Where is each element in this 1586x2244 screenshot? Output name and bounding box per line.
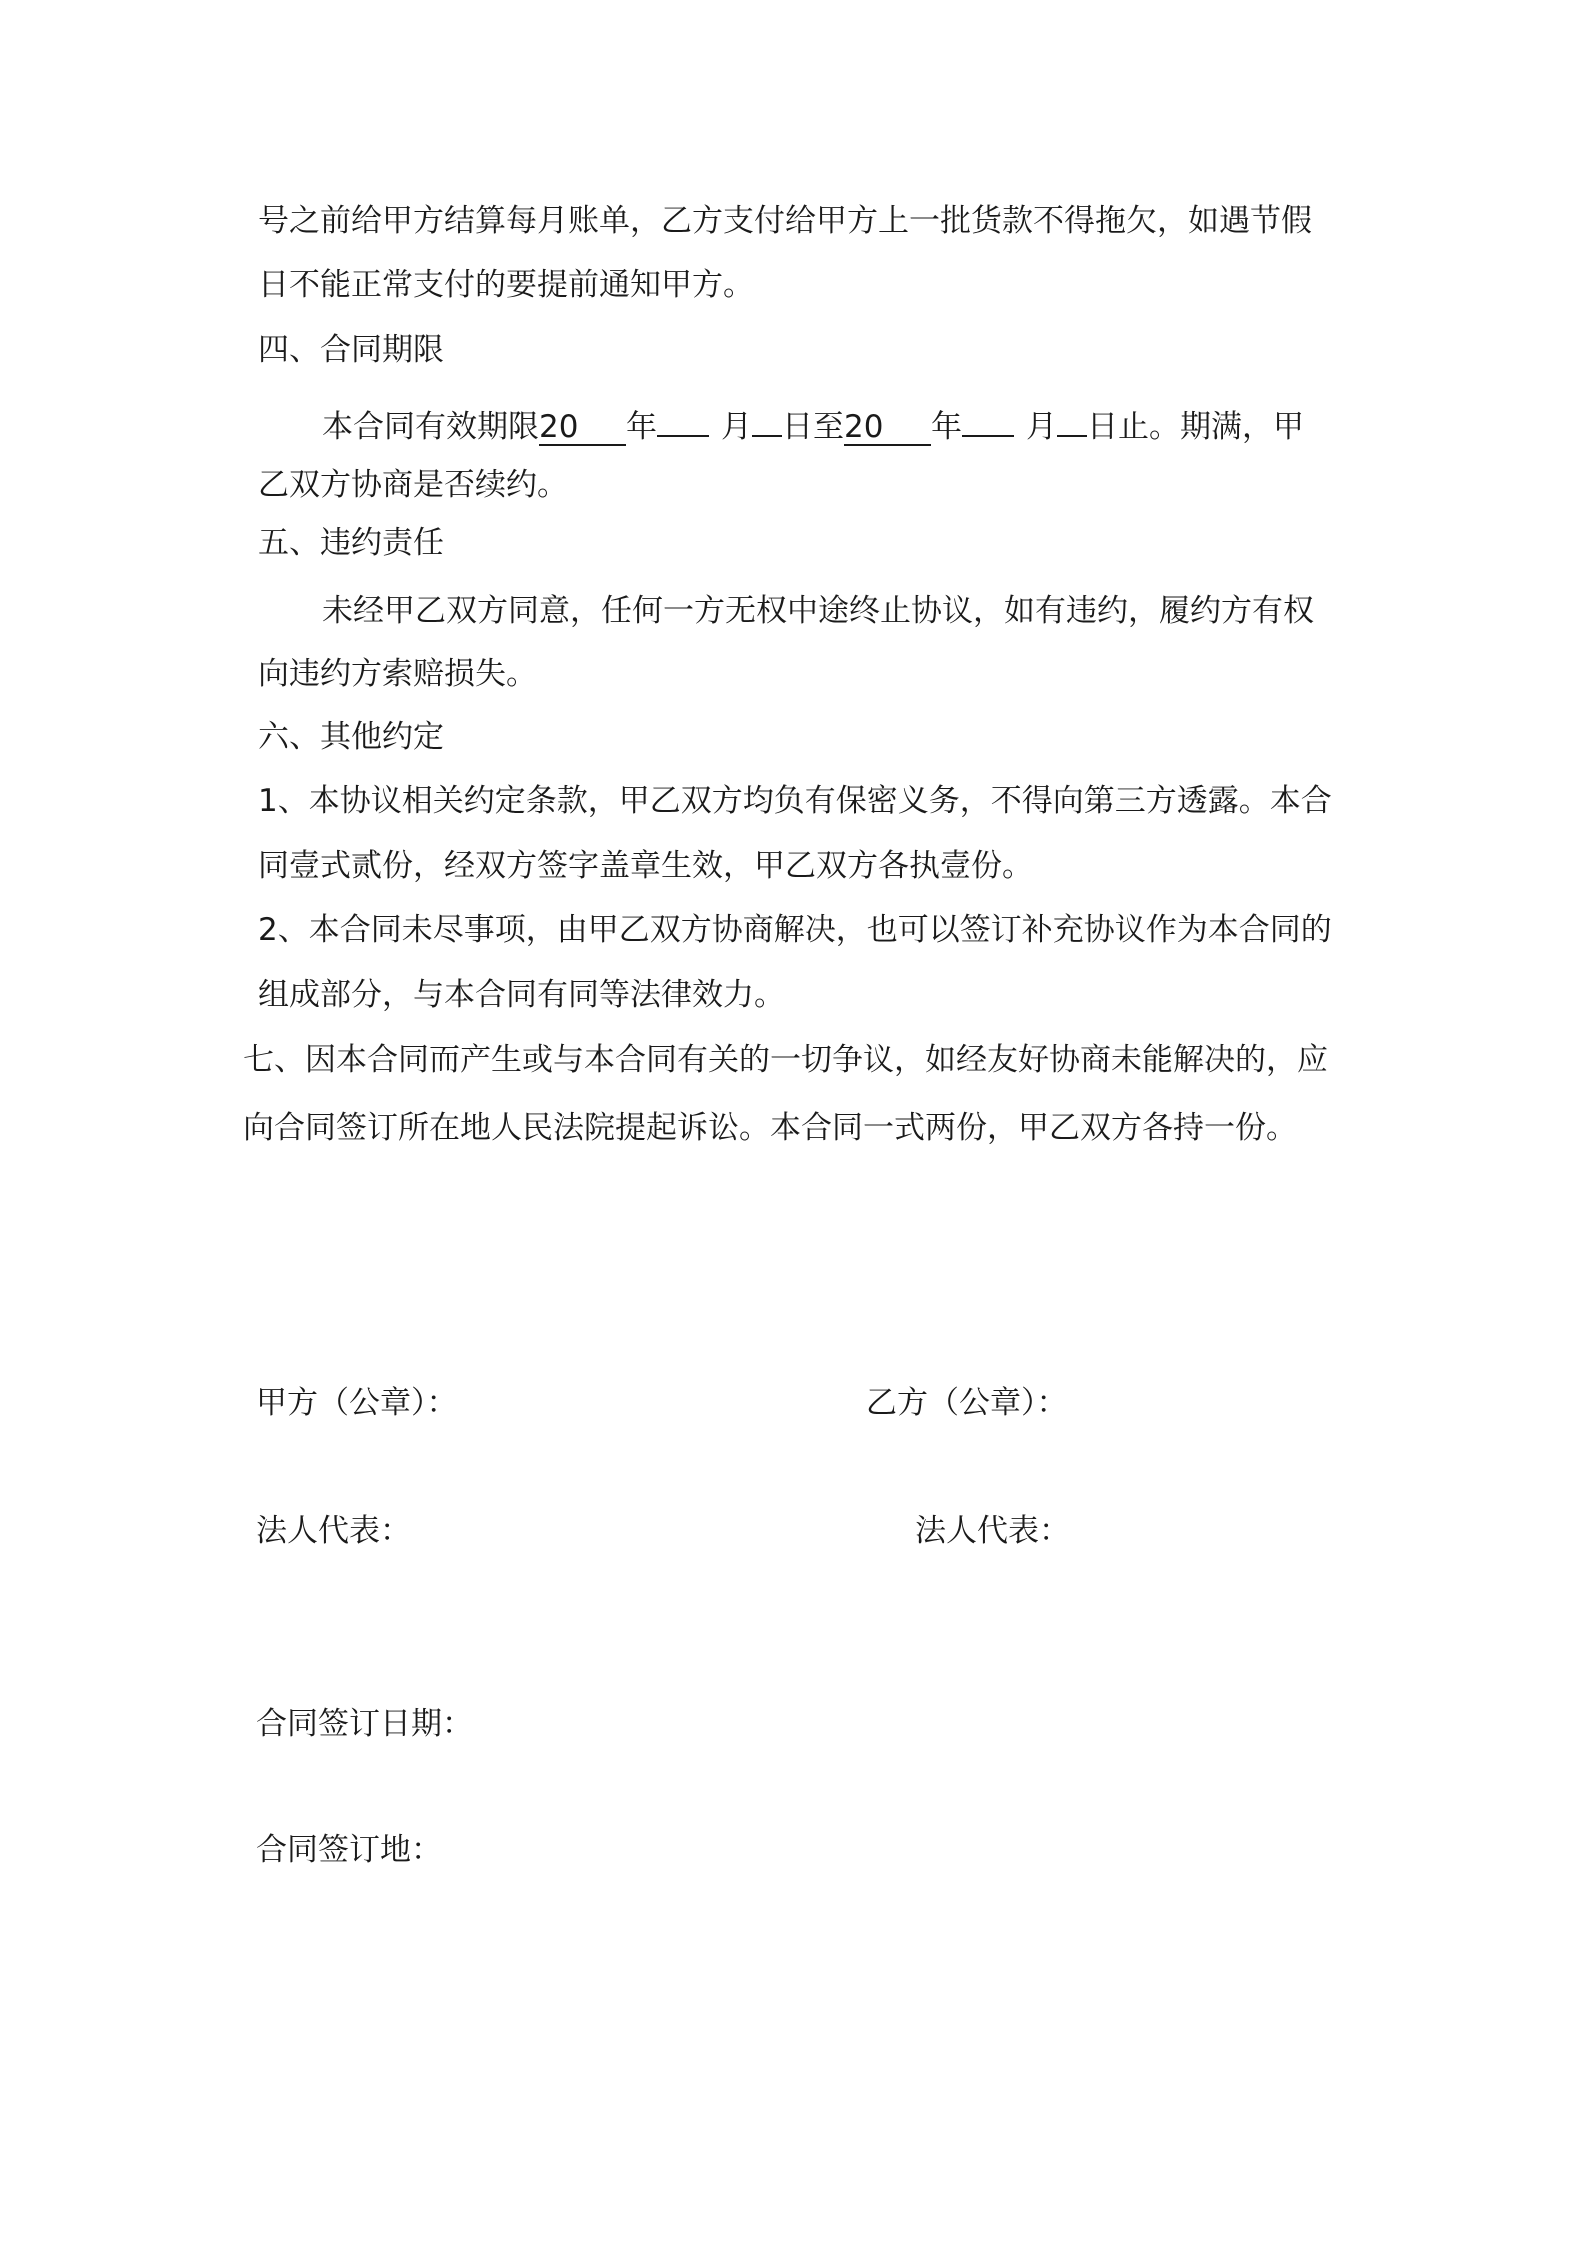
section-dispute: 七、因本合同而产生或与本合同有关的一切争议，如经友好协商未能解决的，应 xyxy=(243,1042,1328,1078)
month-blank xyxy=(657,401,709,437)
body-line: 向违约方索赔损失。 xyxy=(258,656,537,692)
section-heading-term: 四、合同期限 xyxy=(258,332,444,368)
body-line: 日不能正常支付的要提前通知甲方。 xyxy=(258,267,754,303)
day-to-label: 日至 xyxy=(782,409,844,445)
body-line: 未经甲乙双方同意，任何一方无权中途终止协议，如有违约，履约方有权 xyxy=(322,593,1314,629)
day-end-label: 日止。期满，甲 xyxy=(1087,409,1304,445)
year-blank: 20 xyxy=(844,410,931,446)
day-blank xyxy=(1057,401,1087,437)
term-sentence xyxy=(322,401,1304,447)
party-b-seal-label: 乙方（公章）： xyxy=(866,1385,1068,1421)
month-label: 月 xyxy=(721,409,752,445)
year-label: 年 xyxy=(931,409,962,445)
section-heading-breach: 五、违约责任 xyxy=(258,525,444,561)
sign-place-label: 合同签订地： xyxy=(256,1832,442,1868)
year-label: 年 xyxy=(626,409,657,445)
list-item: 组成部分，与本合同有同等法律效力。 xyxy=(258,977,785,1013)
month-blank xyxy=(962,401,1014,437)
year-blank: 20 xyxy=(539,410,626,446)
party-a-seal-label: 甲方（公章）： xyxy=(256,1385,458,1421)
section-heading-other: 六、其他约定 xyxy=(258,719,444,755)
sign-date-label: 合同签订日期： xyxy=(256,1706,473,1742)
list-item: 同壹式贰份，经双方签字盖章生效，甲乙双方各执壹份。 xyxy=(258,848,1033,884)
section-dispute: 向合同签订所在地人民法院提起诉讼。本合同一式两份，甲乙双方各持一份。 xyxy=(243,1110,1297,1146)
body-line: 乙双方协商是否续约。 xyxy=(258,467,568,503)
day-blank xyxy=(752,401,782,437)
party-b-rep-label: 法人代表： xyxy=(915,1513,1070,1549)
party-a-rep-label: 法人代表： xyxy=(256,1513,411,1549)
term-text: 本合同有效期限 xyxy=(322,409,539,445)
list-item: 1、本协议相关约定条款，甲乙双方均负有保密义务，不得向第三方透露。本合 xyxy=(258,783,1332,819)
month-label: 月 xyxy=(1026,409,1057,445)
body-line: 号之前给甲方结算每月账单，乙方支付给甲方上一批货款不得拖欠，如遇节假 xyxy=(258,203,1312,239)
list-item: 2、本合同未尽事项，由甲乙双方协商解决，也可以签订补充协议作为本合同的 xyxy=(258,912,1332,948)
